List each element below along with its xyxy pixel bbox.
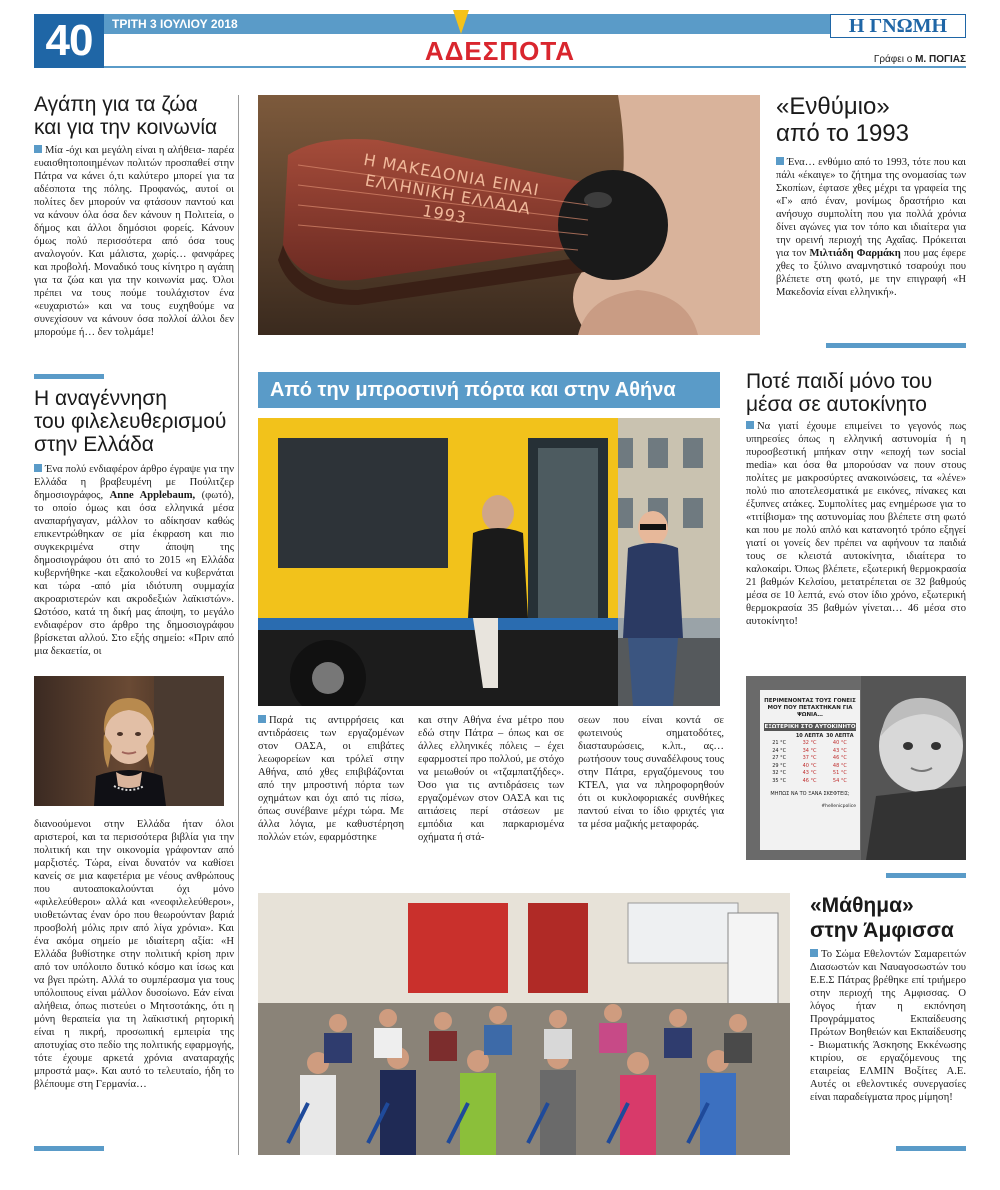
article-child-body xyxy=(746,420,966,666)
separator-bar xyxy=(34,1146,104,1151)
poster-cell: 54 °C xyxy=(832,777,847,784)
poster-cell: 35 °C xyxy=(772,777,787,784)
temperature-poster xyxy=(760,690,860,850)
poster-cell: 21 °C xyxy=(772,740,787,746)
poster-cell: 43 °C xyxy=(832,747,847,754)
poster-cell: 46 °C xyxy=(802,777,817,784)
photo-bus xyxy=(258,418,720,706)
bus-column-3: σεων που είναι κοντά σε φωτεινούς σηματοδότες, διασταυρώσεις, κ.λπ., ας… ρωτήσουν τους συναδέλφους τους στην Πάτρα, εργαζόμενους του ΚΤΕΛ, για να πληροφορηθούν ότι οι κυκλοφοριακές συνθήκες παντού είναι το ίδιο φριχτές για τα μέσα μαζικής μεταφοράς. xyxy=(578,715,724,830)
bus-column-2: και στην Αθήνα ένα μέτρο που εδώ στην Πάτρα – όπως και σε άλλες ελληνικές πόλεις – έχει εφαρμοστεί προ πολλού, με στόχο να μειωθούν οι «τζαμπατζήδες». Όσο για τις αντιδράσεις των εργαζομένων στον ΟΑΣΑ και τις αιτιάσεις περί στάσεων με εμπόδια και παρκαρισμένα οχήματα ή στά- xyxy=(418,715,564,843)
article-souvenir-body xyxy=(776,156,966,336)
bus-article-banner: Από την μπροστινή πόρτα και στην Αθήνα xyxy=(258,372,720,408)
poster-title: ΠΕΡΙΜΕΝΟΝΤΑΣ ΤΟΥΣ ΓΟΝΕΙΣ ΜΟΥ ΠΟΥ ΠΕΤΑΧΤΗΚΑΝ ΓΙΑ ΨΩΝΙΑ… xyxy=(764,698,856,718)
photo-applebaum xyxy=(34,676,224,806)
poster-cell: 34 °C xyxy=(802,747,817,754)
poster-cell: 40 °C xyxy=(802,762,817,769)
article-text: Μία -όχι και μεγάλη είναι η αλήθεια- παρέα ευαισθητοποιημένων πολιτών προσπαθεί στην Πάτρα να κάνει ό,τι καλύτερο μπορεί για τα αδέσποτα της πόλης. Προφανώς, αυτοί οι πολίτες δεν μπορούν να φτάσουν παντού και να κάνουν όλα όσα δεν κάνουν η Πολιτεία, ο δήμος και άλλοι δημόσιοι φορείς. Κάνουν όμως πολύ περισσότερα από όσα τους αναλογούν. Και μάλιστα, χωρίς… φανφάρες και προβολή. Μοναδικό τους κίνητρο η αγάπη για τα ζώα και για την κοινωνία μας. Όλοι πρέπει να τους πούμε τουλάχιστον ένα «ευχαριστώ» και να τους ευχηθούμε να συνεχίσουν να κάνουν όσα πολλοί άλλοι δεν μπορούμε ή… δεν τολμάμε! xyxy=(34,145,234,338)
page-number: 40 xyxy=(34,14,104,68)
bus-column-1 xyxy=(258,714,404,864)
poster-row xyxy=(764,748,856,756)
photo-police-poster xyxy=(746,676,966,860)
bus-illustration xyxy=(258,418,720,706)
article-child-headline xyxy=(746,370,966,416)
poster-row xyxy=(764,763,856,771)
headline-line: από το 1993 xyxy=(776,120,909,147)
article-text: Παρά τις αντιρρήσεις και αντιδράσεις των εργαζομένων στον ΟΑΣΑ, οι επιβάτες λεωφορείων και τρόλεϊ στην Αθήνα, από χθες επιβιβάζονται από την μπροστινή πόρτα των οχημάτων και όχι από τις πίσω, όπως συνέβαινε μέχρι τώρα. Με άλλα λόγια, με καθυστέρηση πολλών ετών, εφαρμόστηκε xyxy=(258,715,404,843)
article-liberalism-body-part2: διανοούμενοι στην Ελλάδα ήταν όλοι αριστεροί, και τα περισσότερα βιβλία για την πολιτική και την οικονομία γράφονταν από μαρξιστές. Τώρα, είναι δυνατόν να καθίσει κανείς σε μια καφετέρια με νέους ανθρώπους που αυτοαποκαλούνται όχι μόνο «φιλελεύθεροι» αλλά και «νεοφιλελεύθεροι», υιοθετώντας έναν όρο που θεωρούνταν βαριά προσβολή μόλις πριν από λίγα χρόνια». Και ένα ακόμα σημείο με ιδιαίτερη αξία: «Η Ελλάδα βυθίστηκε στην πολιτική κρίση πριν από τον υπόλοιπο δυτικό κόσμο και ίσως και να βγει πρώτη. Αλλά το συμπέρασμα για τους υπόλοιπους είναι μάλλον δυσοίωνο. Εάν είναι αλήθεια, όπως πιστεύει ο Μητσοτάκης, ότι η μόνη θεραπεία για τη λαϊκιστική ρητορική είναι η πικρή, προσωπική εμπειρία της αποτυχίας στο πεδίο της πολιτικής εφαρμογής, τότε έχουμε αρκετά χρόνια αναταραχής μπροστά μας». Και αυτό το τελευταίο, ήδη το βλέπουμε στη Γερμανία… xyxy=(34,819,234,1090)
separator-bar xyxy=(886,873,966,878)
newspaper-logo: Η ΓΝΩΜΗ xyxy=(830,14,966,38)
column-divider xyxy=(238,95,239,1155)
portrait-illustration xyxy=(34,676,224,806)
byline-prefix: Γράφει ο xyxy=(873,54,913,65)
poster-label-outside: ΕΞΩΤΕΡΙΚΗ xyxy=(764,724,799,730)
poster-cell: 32 °C xyxy=(802,740,817,746)
poster-row xyxy=(764,778,856,786)
article-souvenir-headline xyxy=(776,93,966,147)
headline-line: στην Άμφισσα xyxy=(810,919,954,942)
article-text: που μας έφερε χθες το ξύλινο αναμνηστικό τσαρούχι που βλέπετε στη φωτό, με την επιγραφή «Η Μακεδονία είναι ελληνική». xyxy=(776,248,966,298)
poster-footer: ΜΗΠΩΣ ΝΑ ΤΟ ΞΑΝΑ ΣΚΕΦΤΕΙΣ; xyxy=(770,791,850,797)
article-text: Ένα… ενθύμιο από το 1993, τότε που και πάλι «έκαιγε» το ζήτημα της ονομασίας των Σκοπίων, έφτασε χθες μέχρι τα γραφεία της «Γ» από έναν, μονίμως δραστήριο και ανήσυχο συμπολίτη που για πολλά χρόνια δίνει αγώνες για τον τόπο και ιδιαίτερα για την ορεινή περιοχή της Αχαΐας. Πρόκειται για τον xyxy=(776,157,966,259)
poster-col-30: 30 ΛΕΠΤΑ xyxy=(826,733,854,739)
separator-bar xyxy=(896,1146,966,1151)
headline-line: του φιλελευθερισμού xyxy=(34,410,227,433)
article-animals-body xyxy=(34,144,234,362)
shoe-inscription: Η ΜΑΚΕΔΟΝΙΑ ΕΙΝΑΙ ΕΛΛΗΝΙΚΗ ΕΛΛΑΔΑ 1993 xyxy=(362,149,541,228)
headline-line: και για την κοινωνία xyxy=(34,116,218,139)
article-text: Ένα πολύ ενδιαφέρον άρθρο έγραψε για την Ελλάδα η βραβευμένη με Πούλιτζερ δημοσιογράφος, xyxy=(34,464,234,501)
person-name: Μιλτιάδη Φαρμάκη xyxy=(809,248,901,259)
poster-hashtag: #hellenicpolice xyxy=(821,804,856,809)
poster-cell: 40 °C xyxy=(832,740,847,746)
bullet-square-icon xyxy=(34,464,42,472)
headline-line: Η αναγέννηση xyxy=(34,387,167,410)
headline-line: «Μάθημα» xyxy=(810,894,914,917)
poster-cell: 51 °C xyxy=(832,770,847,776)
poster-label-inside: ΣΤΟ ΑΥΤΟΚΙΝΗΤΟ xyxy=(800,724,856,730)
poster-cell: 48 °C xyxy=(832,762,847,769)
poster-columns xyxy=(760,733,860,740)
article-liberalism-headline xyxy=(34,387,234,456)
poster-row xyxy=(764,740,856,748)
triangle-ornament-icon xyxy=(453,10,469,34)
headline-line: Ποτέ παιδί μόνο του xyxy=(746,370,933,393)
headline-line: στην Ελλάδα xyxy=(34,433,154,456)
byline xyxy=(820,54,966,65)
byline-author: Μ. ΠΟΓΙΑΣ xyxy=(915,54,966,65)
article-text: Να γιατί έχουμε επιμείνει το γεγονός πως υπηρεσίες όπως η ελληνική αστυνομία ή η πυροσβεστική μπήκαν στην «εποχή των social media» και όσα θα μπορούσαν να πουν στους πολίτες με μακροσύρτες ανακοινώσεις, τα «λένε» πολύ πιο αποτελεσματικά με εικόνες, πίνακες και έξυπνες ατάκες. Συμπολίτες μας ενημέρωσε για το «τιτίβισμα» της αστυνομίας που βλέπετε στη φωτό και που με πολύ απλό και κατανοητό τρόπο εξηγεί γιατί οι γονείς δεν πρέπει να αφήνουν τα παιδιά τους σε κλειστά αυτοκίνητα, ιδιαίτερα το καλοκαίρι. Όπως βλέπετε, εξωτερική θερμοκρασία 21 βαθμών Κελσίου, μετατρέπεται σε 32 βαθμούς μέσα σε 10 λεπτά, ενώ στον ίδιο χρόνο, εξωτερική θερμοκρασία 35 βαθμών γίνεται… 46 μέσα στο αυτοκίνητο! xyxy=(746,421,966,627)
poster-cell: 43 °C xyxy=(802,770,817,776)
person-name: Anne Applebaum, xyxy=(109,490,196,501)
article-text: (φωτό), το οποίο όμως και όσα ελληνικά μέσα αναπαρήγαγαν, μάλλον το αδίκησαν καθώς επικεντρώθηκαν σε μία έκφραση και πιο συγκεκριμένα στην άποψη της δημοσιογράφου ότι από το 2015 «η Ελλάδα κυβερνήθηκε -και εξακολουθεί να κυβερνάται και τώρα -από μία ιδιότυπη συμμαχία ακροαριστερών και ακροδεξιών λαϊκιστών». Ωστόσο, κατά τη δική μας άποψη, το μεγάλο ενδιαφέρον στο άρθρο της δημοσιογράφου βρίσκεται αλλού. Στο εξής σημείο: «Πριν από μια δεκαετία, οι xyxy=(34,490,234,657)
headline-line: «Ενθύμιο» xyxy=(776,93,890,120)
poster-cell: 29 °C xyxy=(772,762,787,769)
poster-col-10: 10 ΛΕΠΤΑ xyxy=(795,733,824,739)
article-animals-headline xyxy=(34,93,234,139)
photo-training-session xyxy=(258,893,790,1155)
headline-line: Αγάπη για τα ζώα xyxy=(34,93,198,116)
separator-bar xyxy=(34,374,104,379)
bullet-square-icon xyxy=(746,421,754,429)
poster-cell: 27 °C xyxy=(772,755,787,761)
section-title: ΑΔΕΣΠΟΤΑ xyxy=(424,36,576,66)
bullet-square-icon xyxy=(258,715,266,723)
separator-bar xyxy=(826,343,966,348)
headline-line: μέσα σε αυτοκίνητο xyxy=(746,393,927,416)
training-illustration xyxy=(258,893,790,1155)
photo-souvenir-shoe xyxy=(258,95,760,335)
poster-header xyxy=(764,723,856,731)
poster-row xyxy=(764,770,856,778)
poster-cell: 24 °C xyxy=(772,747,787,754)
issue-date: ΤΡΙΤΗ 3 ΙΟΥΛΙΟΥ 2018 xyxy=(112,17,238,31)
poster-cell: 37 °C xyxy=(802,755,817,761)
poster-cell: 32 °C xyxy=(772,770,787,776)
poster-cell: 46 °C xyxy=(832,755,847,761)
bullet-square-icon xyxy=(810,949,818,957)
bullet-square-icon xyxy=(34,145,42,153)
article-text: Το Σώμα Εθελοντών Σαμαρειτών Διασωστών και Ναυαγοσωστών του Ε.Ε.Σ Πάτρας βρέθηκε επί τριήμερο στην περιοχή της Αμφισσας. Ο λόγος ήταν η εκπόνηση Προγράμματος Εκπαίδευσης Πρώτων Βοηθειών και Εκπαίδευσης - Βιωματικής Άσκησης Εκκένωσης κτιρίου, σε εργαζόμενους της εταιρείας ΕΛΜΙΝ Βοξίτες Α.Ε. Αυτές οι εθελοντικές συνεργασίες είναι παραδείγματα προς μίμηση! xyxy=(810,949,966,1103)
bullet-square-icon xyxy=(776,157,784,165)
article-amfissa-headline xyxy=(810,893,970,943)
poster-row xyxy=(764,755,856,763)
article-liberalism-body-part1 xyxy=(34,463,234,669)
article-amfissa-body xyxy=(810,948,966,1140)
poster-rows xyxy=(760,740,860,785)
